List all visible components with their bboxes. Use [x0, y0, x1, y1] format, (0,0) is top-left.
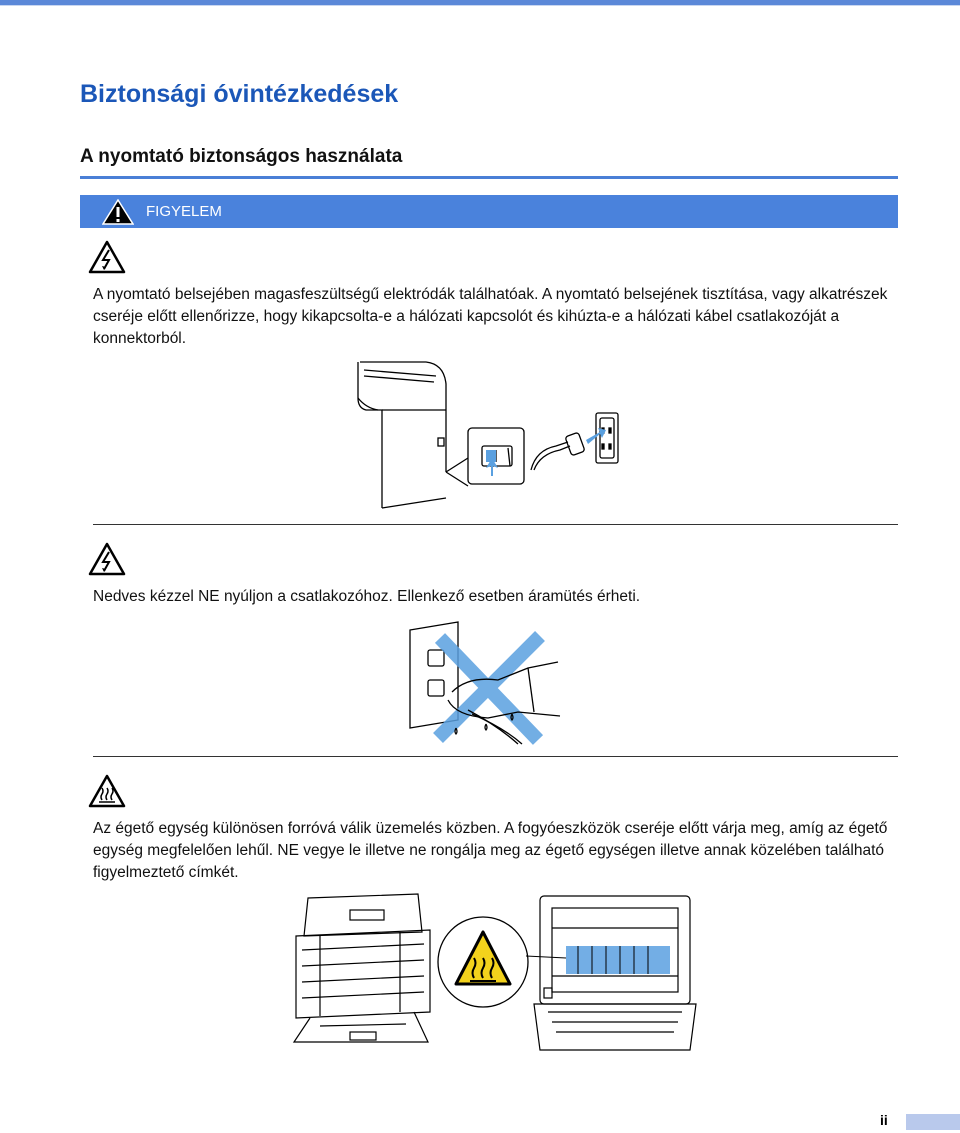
printer-power-off-unplug-illustration — [356, 358, 626, 514]
electric-shock-icon — [88, 542, 126, 576]
page-title: Biztonsági óvintézkedések — [80, 80, 399, 108]
warning-exclamation-icon — [102, 199, 134, 225]
warning-text-2: Nedves kézzel NE nyúljon a csatlakozóhoz. Ellenkező esetben áramütés érheti. — [93, 588, 641, 605]
warning-text-1: A nyomtató belsejében magasfeszültségű elektródák találhatóak. A nyomtató belsejének tisztítása, vagy alkatrészek cseréje előtt ellenőrizze, hogy kikapcsolta-e a hálózati kapcsolót és kihúzta-e a hálózati kábel csatlakozóját a konnektorból. — [93, 286, 888, 347]
divider-2 — [93, 756, 898, 757]
top-rule — [0, 0, 960, 5]
page-tab — [906, 1114, 960, 1130]
wet-hand-plug-prohibited-illustration — [408, 620, 568, 746]
warning-label: FIGYELEM — [146, 203, 222, 220]
hot-surface-icon — [88, 774, 126, 808]
page-number: ii — [880, 1112, 888, 1128]
electric-shock-icon — [88, 240, 126, 274]
section-rule — [80, 176, 898, 179]
warning-text-3: Az égető egység különösen forróvá válik üzemelés közben. A fogyóeszközök cseréje előtt várja meg, amíg az égető egység megfelelően lehűl. NE vegye le illetve ne rongálja meg az égető egységen illetve annak közelében található figyelmeztető címkét. — [93, 820, 888, 881]
fuser-unit-hot-label-illustration — [290, 892, 700, 1056]
divider-1 — [93, 524, 898, 525]
section-title: A nyomtató biztonságos használata — [80, 146, 403, 167]
warning-bar — [80, 195, 898, 228]
